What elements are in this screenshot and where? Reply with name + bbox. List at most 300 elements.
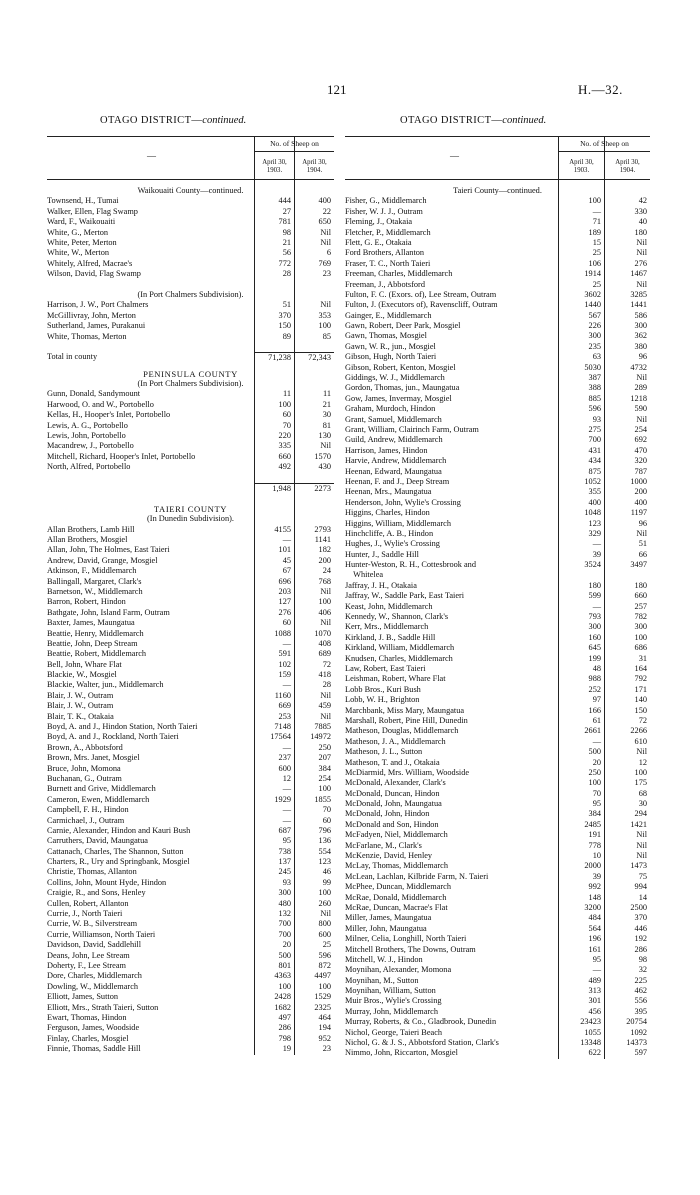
owner-name: Grant, Samuel, Middlemarch [345, 414, 442, 424]
owner-name: Beattie, Robert, Middlemarch [47, 649, 147, 659]
sheep-1904: 14972 [310, 732, 331, 742]
owner-name: Harrison, James, Hindon [345, 445, 428, 455]
table-row [47, 259, 334, 269]
spacer [47, 473, 334, 483]
owner-name: White, W., Merton [47, 248, 109, 258]
owner-name: Gow, James, Invermay, Mosgiel [345, 393, 452, 403]
sheep-1903: 3200 [584, 902, 601, 912]
sheep-1904: 1070 [314, 628, 331, 638]
owner-name: Beattie, Henry, Middlemarch [47, 628, 144, 638]
table-row [47, 784, 334, 794]
owner-name: Nichol, G. & J. S., Abbotsford Station, Clark's [345, 1038, 499, 1048]
sheep-1903: 253 [278, 711, 291, 721]
sheep-1904: 70 [322, 805, 331, 815]
sheep-1904: 300 [634, 321, 647, 331]
owner-name: Doherty, F., Lee Stream [47, 961, 126, 970]
sheep-1904: 689 [318, 649, 331, 659]
sheep-1904: 25 [322, 940, 331, 950]
table-row [47, 217, 334, 227]
owner-name: Blair, J. W., Outram [47, 701, 114, 711]
sheep-1903: 48 [592, 663, 601, 673]
sheep-1903: 5030 [584, 362, 601, 372]
sheep-1904: Nil [636, 528, 647, 538]
owner-name: Charters, R., Ury and Springbank, Mosgiel [47, 857, 190, 867]
sheep-1903: 220 [278, 431, 291, 441]
table-row [47, 1003, 334, 1013]
sheep-1904: 14373 [626, 1038, 647, 1048]
sheep-1903: 700 [278, 919, 291, 929]
sheep-1903: 600 [278, 763, 291, 773]
table-row [47, 764, 334, 774]
sheep-1904: 556 [634, 996, 647, 1006]
owner-name: Miller, James, Maungatua [345, 913, 432, 923]
sheep-1904: 24 [322, 566, 331, 576]
sheep-1903: 1055 [584, 1027, 601, 1037]
sheep-1903: 15 [592, 237, 601, 247]
sheep-1903: 497 [278, 1012, 291, 1022]
sheep-1904: 1141 [314, 534, 331, 544]
owner-name: Mitchell Brothers, The Downs, Outram [345, 944, 476, 954]
sheep-1903: 669 [278, 701, 291, 711]
sheep-1904: 464 [318, 1012, 331, 1022]
owner-name: Brown, A., Abbotsford [47, 742, 123, 752]
table-row [47, 566, 334, 576]
sheep-1904: 260 [318, 898, 331, 908]
sheep-1903: 687 [278, 825, 291, 835]
sheep-1904: 11 [323, 389, 331, 399]
left-table [47, 136, 334, 1055]
owner-name: Whitelea [345, 570, 384, 580]
sheep-1903: 564 [588, 923, 601, 933]
table-row [47, 248, 334, 258]
page-number: 121 [327, 82, 347, 97]
owner-name: Boyd, A. and J., Rockland, North Taieri [47, 732, 179, 742]
owner-name: Bruce, John, Momona [47, 763, 121, 773]
spacer [47, 493, 334, 503]
sheep-1903: — [282, 680, 291, 690]
sheep-1904: 2266 [630, 726, 647, 736]
sheep-1903: 56 [282, 248, 291, 258]
sheep-1904: 1529 [314, 992, 331, 1002]
owner-name: Cullen, Robert, Allanton [47, 898, 129, 908]
sheep-1903: 500 [588, 747, 601, 757]
sheep-1903: 102 [278, 659, 291, 669]
sheep-1903 [558, 570, 604, 580]
sheep-1903: 97 [592, 695, 601, 705]
sheep-1904: 30 [638, 799, 647, 809]
owner-name: Townsend, H., Tumai [47, 196, 119, 206]
sheep-1903: 2000 [584, 861, 601, 871]
year-1903-header: April 30, 1903. [569, 159, 594, 174]
table-row [47, 1044, 334, 1054]
table-row [47, 1013, 334, 1023]
sheep-1904: 164 [634, 663, 647, 673]
owner-name: Carnie, Alexander, Hindon and Kauri Bush [47, 825, 191, 835]
owner-name: Allan, John, The Holmes, East Taieri [47, 545, 170, 555]
owner-name: Henderson, John, Wylie's Crossing [345, 497, 461, 507]
owner-name: Christie, Thomas, Allanton [47, 867, 137, 877]
table-row [47, 930, 334, 940]
sheep-1903: 781 [278, 217, 291, 227]
owner-name: Andrew, David, Grange, Mosgiel [47, 555, 158, 565]
owner-name: Freeman, Charles, Middlemarch [345, 269, 453, 279]
spacer [47, 342, 334, 352]
owner-name: Walker, Ellen, Flag Swamp [47, 206, 138, 216]
sheep-1904: 370 [634, 913, 647, 923]
owner-name: Graham, Murdoch, Hindon [345, 404, 436, 414]
sheep-1904: 294 [634, 809, 647, 819]
sheep-1904: 1218 [630, 393, 647, 403]
sheep-1904: 4732 [630, 362, 647, 372]
owner-name: Wilson, David, Flag Swamp [47, 269, 141, 279]
sheep-1904: 1421 [630, 819, 647, 829]
owner-name: Matheson, Douglas, Middlemarch [345, 726, 459, 736]
sheep-1904: 1855 [314, 794, 331, 804]
sheep-1904: 768 [318, 576, 331, 586]
owner-name: Ballingall, Margaret, Clark's [47, 576, 142, 586]
sheep-1903: 622 [588, 1048, 601, 1058]
name-column-header: — [450, 151, 459, 161]
table-row [47, 899, 334, 909]
owner-name: Cameron, Ewen, Middlemarch [47, 794, 150, 804]
sheep-1903: 60 [282, 618, 291, 628]
owner-name: Blackie, W., Mosgiel [47, 670, 117, 680]
owner-name: Hunter, J., Saddle Hill [345, 549, 419, 559]
sheep-1904: Nil [320, 441, 331, 451]
sheep-1904: 72 [638, 715, 647, 725]
sheep-1903: — [282, 784, 291, 794]
sheep-1903: 17564 [270, 732, 291, 742]
sheep-1903: 226 [588, 321, 601, 331]
owner-name: Kirkland, J. B., Saddle Hill [345, 632, 436, 642]
sheep-1904: 1570 [314, 451, 331, 461]
sheep-1903: 434 [588, 456, 601, 466]
owner-name: Grant, William, Clairinch Farm, Outram [345, 425, 479, 434]
owner-name: Baxter, James, Maungatua [47, 618, 135, 628]
owner-name: Fulton, F. C. (Exors. of), Lee Stream, Outram [345, 289, 497, 299]
sheep-1904: Nil [320, 909, 331, 919]
owner-name: Ford Brothers, Allanton [345, 248, 425, 258]
sheep-1904: 46 [322, 867, 331, 877]
table-row [47, 982, 334, 992]
table-row [47, 556, 334, 566]
owner-name: McRae, Donald, Middlemarch [345, 892, 447, 902]
table-row [47, 691, 334, 701]
sheep-1903: — [592, 965, 601, 975]
section-heading: (In Port Chalmers Subdivision). [137, 379, 244, 389]
sheep-1903: 489 [588, 975, 601, 985]
sheep-1903: 1440 [584, 300, 601, 310]
sheep-1904: 12 [638, 757, 647, 767]
sheep-1903: 123 [588, 518, 601, 528]
sheep-1903: — [592, 206, 601, 216]
sheep-1903: 159 [278, 670, 291, 680]
sheep-1903: 567 [588, 310, 601, 320]
sheep-1903: 798 [278, 1033, 291, 1043]
owner-name: Higgins, Charles, Hindon [345, 508, 430, 518]
table-row [47, 587, 334, 597]
table-row [47, 992, 334, 1002]
owner-name: Jaffray, W., Saddle Park, East Taieri [345, 591, 465, 601]
section-heading: PENINSULA COUNTY [143, 368, 238, 379]
sheep-1903: 12 [282, 773, 291, 783]
sheep-1903: — [282, 815, 291, 825]
sheep-1904: 2793 [314, 524, 331, 534]
owner-name: Allan Brothers, Mosgiel [47, 534, 128, 544]
sheep-1904: 952 [318, 1033, 331, 1043]
sheep-1904: Nil [320, 586, 331, 596]
owner-name: Lewis, John, Portobello [47, 431, 126, 441]
table-row [47, 300, 334, 310]
sheep-1903: 250 [588, 767, 601, 777]
owner-name: Burnett and Grive, Middlemarch [47, 784, 156, 794]
sheep-1904: 194 [318, 1023, 331, 1033]
owner-name: Fletcher, P., Middlemarch [345, 227, 431, 237]
sheep-1903: 70 [282, 420, 291, 430]
sheep-1904: 3285 [630, 289, 647, 299]
sheep-1903: 180 [588, 580, 601, 590]
sheep-1904: 406 [318, 607, 331, 617]
sheep-1903: 100 [588, 778, 601, 788]
sheep-1904: 60 [322, 815, 331, 825]
sheep-1904: 470 [634, 445, 647, 455]
sheep-1903: 4363 [274, 971, 291, 981]
table-row [47, 269, 334, 279]
owner-name: McDonald, John, Maungatua [345, 799, 442, 809]
total-row [47, 483, 334, 493]
sheep-1904: 362 [634, 331, 647, 341]
sheep-1903: 444 [278, 196, 291, 206]
sheep-1903: 237 [278, 753, 291, 763]
sheep-1904: 796 [318, 825, 331, 835]
owner-name: Heenan, F. and J., Deep Stream [345, 476, 450, 486]
table-row [47, 577, 334, 587]
sheep-1903: — [282, 534, 291, 544]
sheep-1904: 994 [634, 882, 647, 892]
sheep-1904: 175 [634, 778, 647, 788]
sheep-1904: 30 [322, 410, 331, 420]
sheep-1903: 387 [588, 373, 601, 383]
owner-name: Murray, Roberts, & Co., Gladbrook, Dunedin [345, 1017, 497, 1027]
sheep-1904: 276 [634, 258, 647, 268]
section-heading: (In Dunedin Subdivision). [147, 514, 234, 524]
owner-name: Marchbank, Miss Mary, Maungatua [345, 705, 465, 715]
sheep-1903: 300 [588, 622, 601, 632]
sheep-1903: 329 [588, 528, 601, 538]
sheep-1904: 6 [326, 248, 331, 258]
sheep-1903: 106 [588, 258, 601, 268]
sheep-1903: 95 [592, 954, 601, 964]
sheep-1904: 686 [634, 643, 647, 653]
table-row [47, 462, 334, 472]
sheep-1904: 4497 [314, 971, 331, 981]
sheep-1903: 738 [278, 846, 291, 856]
sheep-1903: 596 [588, 404, 601, 414]
owner-name: Nichol, George, Taieri Beach [345, 1027, 443, 1037]
sheep-1903: 100 [278, 981, 291, 991]
sheep-1904: 28 [322, 680, 331, 690]
owner-name: Blair, J. W., Outram [47, 690, 114, 700]
left-column-title [100, 115, 246, 126]
sheep-1904: 99 [322, 877, 331, 887]
sheep-1903: — [282, 638, 291, 648]
sheep-1903: — [282, 742, 291, 752]
table-row [47, 743, 334, 753]
owner-name [47, 483, 254, 493]
sheep-1903: 660 [278, 451, 291, 461]
year-1903-header: April 30, 1903. [262, 159, 287, 174]
owner-name: Kirkland, William, Middlemarch [345, 643, 455, 653]
sheep-1903: 196 [588, 934, 601, 944]
sheep-1904: 200 [634, 487, 647, 497]
total-row [47, 352, 334, 362]
sheep-1904: 2325 [314, 1002, 331, 1012]
sheep-1903: 67 [282, 566, 291, 576]
section-heading: TAIERI COUNTY [153, 503, 228, 514]
sheep-1903: 100 [588, 196, 601, 206]
sheep-1904: 1473 [630, 861, 647, 871]
sheep-1904: 171 [634, 684, 647, 694]
owner-name: Heenan, Edward, Maungatua [345, 466, 442, 476]
owner-name: Hunter-Weston, R. H., Cottesbrook and [345, 560, 476, 570]
sheep-1903: 2428 [274, 992, 291, 1002]
sheep-1903: 992 [588, 882, 601, 892]
sheep-1904: 140 [634, 695, 647, 705]
table-row [47, 660, 334, 670]
owner-name: Gunn, Donald, Sandymount [47, 389, 141, 399]
table-row [47, 431, 334, 441]
owner-name: Matheson, J. A., Middlemarch [345, 736, 446, 746]
table-row [47, 701, 334, 711]
sheep-1903: 599 [588, 591, 601, 601]
owner-name: Craigie, R., and Sons, Henley [47, 888, 146, 898]
sheep-1904: 180 [634, 580, 647, 590]
sheep-1903: 3524 [584, 560, 601, 570]
sheep-1903: 20 [282, 940, 291, 950]
district-name: OTAGO DISTRICT— [400, 115, 503, 126]
document-reference: H.—32. [578, 82, 623, 97]
sheep-1904: 800 [318, 919, 331, 929]
sheep-1903: 388 [588, 383, 601, 393]
owner-name: Moynihan, Alexander, Momona [345, 965, 452, 975]
owner-name: Currie, Williamson, North Taieri [47, 929, 156, 939]
sheep-1903: 101 [278, 545, 291, 555]
sheep-1904: 75 [638, 871, 647, 881]
sheep-1903: — [282, 805, 291, 815]
sheep-1904: 100 [318, 597, 331, 607]
owner-name: Total in county [47, 352, 98, 362]
sheep-1903: 161 [588, 944, 601, 954]
sheep-1904: 418 [318, 670, 331, 680]
sheep-1904: 400 [318, 196, 331, 206]
sheep-1903: 127 [278, 597, 291, 607]
sheep-1904: Nil [320, 711, 331, 721]
sheep-1903: 60 [282, 410, 291, 420]
sheep-1904: 136 [318, 836, 331, 846]
sheep-1904 [604, 570, 650, 580]
sheep-1903: 313 [588, 986, 601, 996]
right-column-title [400, 115, 546, 126]
owner-name: Jaffray, J. H., Otakaia [345, 580, 417, 590]
sheep-1904: 100 [634, 632, 647, 642]
owner-name: McDonald, John, Hindon [345, 809, 430, 819]
sheep-1904: 782 [634, 612, 647, 622]
district-continued: continued. [202, 115, 247, 126]
owner-name: Dowling, W., Middlemarch [47, 981, 139, 991]
sheep-1903: 71,238 [254, 352, 294, 362]
owner-name: Freeman, J., Abbotsford [345, 279, 425, 289]
owner-name: Guild, Andrew, Middlemarch [345, 435, 443, 445]
sheep-1903: 70 [592, 788, 601, 798]
owner-name: Sutherland, James, Purakanui [47, 321, 146, 331]
owner-name: Atkinson, F., Middlemarch [47, 566, 137, 576]
owner-name: Finlay, Charles, Mosgiel [47, 1033, 129, 1043]
table-row [47, 816, 334, 826]
owner-name: Fisher, G., Middlemarch [345, 196, 427, 206]
owner-name: Hinchcliffe, A. B., Hindon [345, 528, 434, 538]
sheep-1903: 276 [278, 607, 291, 617]
owner-name: Elliott, James, Sutton [47, 992, 118, 1002]
owner-name: Campbell, F. H., Hindon [47, 805, 129, 815]
table-row [47, 332, 334, 342]
sheep-1903: 191 [588, 830, 601, 840]
owner-name: Matheson, J. L., Sutton [345, 747, 423, 757]
sheep-1903: 793 [588, 612, 601, 622]
owner-name: Ewart, Thomas, Hindon [47, 1012, 127, 1022]
sheep-1904: Nil [636, 747, 647, 757]
table-row [47, 441, 334, 451]
table-row [47, 878, 334, 888]
sheep-1904: 200 [318, 555, 331, 565]
sheep-1904: 1197 [630, 508, 647, 518]
table-row [47, 452, 334, 462]
sheep-1904: 66 [638, 549, 647, 559]
sheep-1904: 769 [318, 258, 331, 268]
sheep-1903: — [592, 736, 601, 746]
owner-name: Knudsen, Charles, Middlemarch [345, 653, 453, 663]
owner-name: Currie, W. B., Silverstream [47, 919, 138, 929]
sheep-1904: Nil [320, 618, 331, 628]
sheep-1903: 19 [282, 1044, 291, 1054]
table-header [47, 136, 334, 180]
sheep-1904: Nil [636, 373, 647, 383]
owner-name: Lobb, W. H., Brighton [345, 695, 420, 705]
sheep-1903: 95 [282, 836, 291, 846]
sheep-1903: 300 [278, 888, 291, 898]
sheep-1904: 286 [634, 944, 647, 954]
sheep-1903: 189 [588, 227, 601, 237]
sheep-1904: 23 [322, 269, 331, 279]
sheep-1903: 885 [588, 393, 601, 403]
sheep-1903: 98 [282, 227, 291, 237]
owner-name: Flett, G. E., Otakaia [345, 237, 412, 247]
table-row [47, 545, 334, 555]
sheep-1903: 300 [588, 331, 601, 341]
owner-name: McRae, Duncan, Macrae's Flat [345, 902, 448, 912]
table-row [47, 618, 334, 628]
owner-name: Hughes, J., Wylie's Crossing [345, 539, 440, 549]
sheep-1904: 254 [318, 773, 331, 783]
sheep-1903: 645 [588, 643, 601, 653]
table-body [47, 180, 334, 1055]
sheep-1903: 301 [588, 996, 601, 1006]
owner-name: Fraser, T. C., North Taieri [345, 258, 431, 268]
owner-name: Dore, Charles, Middlemarch [47, 971, 142, 981]
sheep-1903: 203 [278, 586, 291, 596]
owner-name: Fulton, J. (Executors of), Ravenscliff, Outram [345, 300, 498, 310]
sheep-1904: 100 [318, 981, 331, 991]
owner-name: McGillivray, John, Merton [47, 310, 136, 320]
